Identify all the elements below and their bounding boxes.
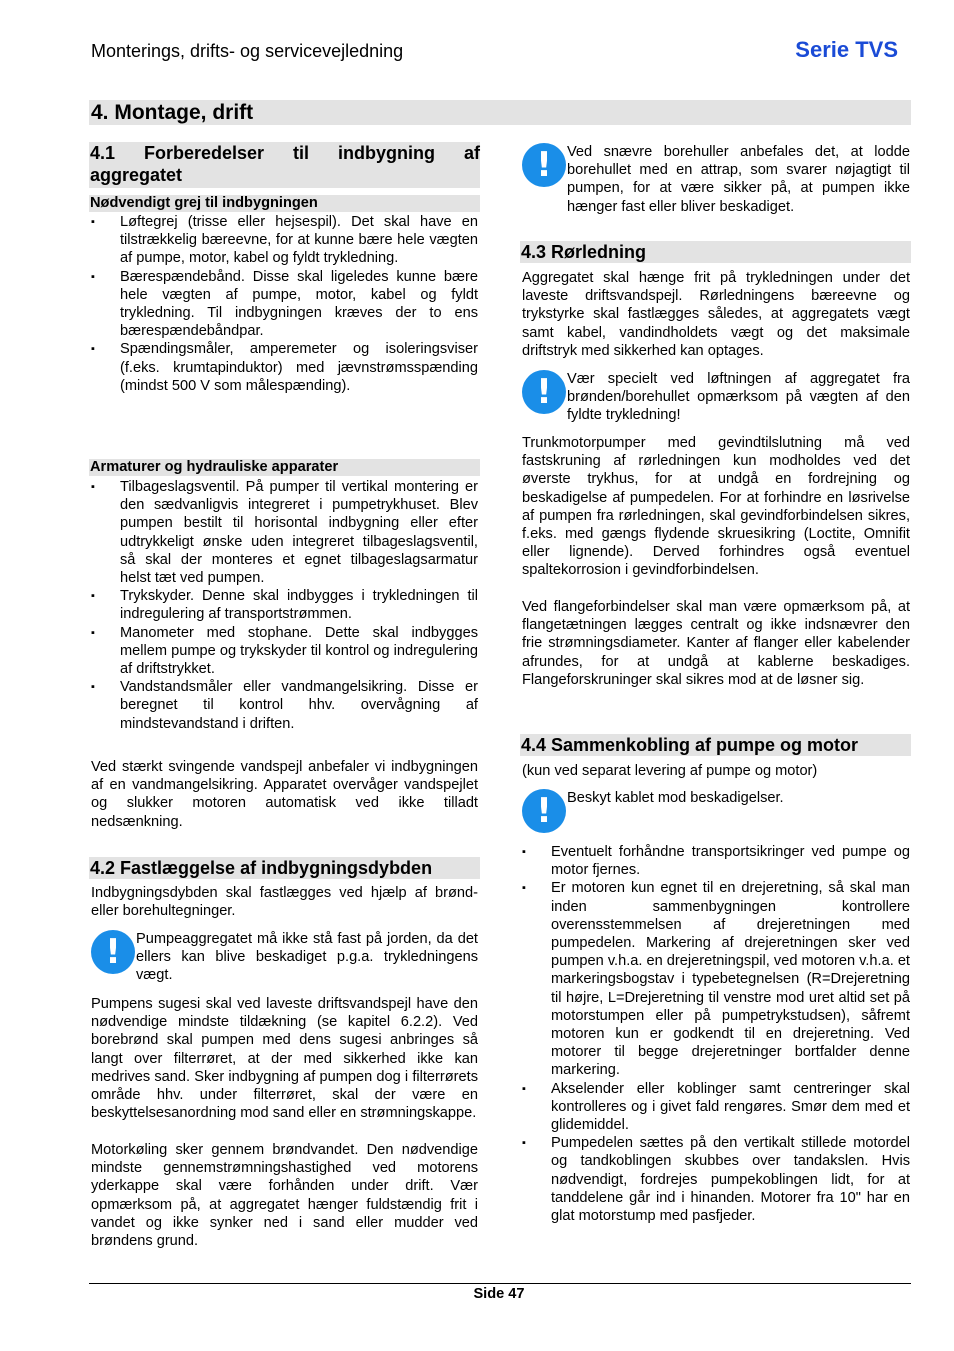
cooling-paragraph: Motorkøling sker gennem brøndvandet. Den nødvendige mindste gennemstrømningshastighed ved motorens yderkappe skal være forhånden under drift. Vær opmærksom på, at aggregatet hænger fuldstændig frit i vandet og ikke synker ned i sand eller mudder ved brøndens grund. xyxy=(91,1142,478,1250)
footer-divider xyxy=(89,1283,911,1284)
section-4-3-heading: 4.3 Rørledning xyxy=(520,241,911,263)
fittings-list xyxy=(91,478,478,733)
flange-paragraph: Ved flangeforbindelser skal man være opmærksom på, at flangetætningen lægges centralt og ikke indsnævrer den frie strømningsdiameter. Kanter af flanger eller kabelender afrundes, for at undgå at kablerne beskadiges. Flangeforskruninger skal sikres mod at de løsner sig. xyxy=(522,599,910,688)
document-title: Monterings, drifts- og servicevejledning xyxy=(91,41,404,61)
list-item: ▪ Bærespændebånd. Disse skal ligeledes kunne bære hele vægten af pumpe, motor, kabel og fyldt trykledning. Til indbygningen kræves der to ens bærespændebåndpar. xyxy=(91,268,478,341)
warning-icon: ! xyxy=(522,370,566,414)
water-shortage-paragraph: Ved stærkt svingende vandspejl anbefaler vi indbygningen af en vandmangelsikring. Apparatet overvåger vandspejlet og slukker motoren automatisk ved ikke tilladt nedsænkning. xyxy=(91,759,478,830)
list-item: ▪ Pumpedelen sættes på den vertikalt stillede motordel og tandkoblingen skubbes over tandakslen. Hvis nødvendigt, fordrejes pumpekoblingen lidt, for at tanddelene går ind i hinanden. Motorer fra 10" har en glat motorstump med pasfjeder. xyxy=(522,1134,910,1225)
depth-paragraph: Indbygningsdybden skal fastlægges ved hjælp af brønd- eller borehultegninger. xyxy=(91,885,478,920)
warning-icon: ! xyxy=(91,930,135,974)
section-4-1-heading: 4.1 Forberedelser til indbygning af aggregatet xyxy=(89,142,480,188)
warning-text: Ved snævre borehuller anbefales det, at lodde borehullet med en attrap, som svarer nøjagtigt til pumpen, for at være sikker på, at pumpen ikke hænger fast eller bliver beskadiget. xyxy=(567,144,910,215)
series-title: Serie TVS xyxy=(795,37,898,62)
list-item: ▪ Spændingsmåler, amperemeter og isoleringsviser (f.eks. krumtapinduktor) med jævnstrømsspænding (mindst 500 V som målespænding). xyxy=(91,340,478,395)
subheading-fittings: Armaturer og hydrauliske apparater xyxy=(89,459,480,476)
list-item: ▪ Løftegrej (trisse eller hejsespil). Det skal have en tilstrækkelig bæreevne, for at kunne bære hele vægten af pumpe, motor, kabel og fyldt trykledning. xyxy=(91,213,478,268)
tools-list xyxy=(91,213,478,395)
subheading-tools: Nødvendigt grej til indbygningen xyxy=(89,195,480,212)
assembly-list xyxy=(522,843,910,1225)
warning-borehole xyxy=(522,143,910,216)
list-item: ▪ Er motoren kun egnet til en drejeretning, så skal man inden sammenbygningen kontrollere overensstemmelsen af drejeretningen med pumpedelen. Markering af drejeretningen sker ved pumpen v.h.a. en drejeretningspil, ved motoren v.h.a. et markeringsbogstav i typebetegnelsen (R=Drejeretning til højre, L=Drejeretning til venstre mod uret altid set på motorstumpen eller på pumpetrykstudsen), såfremt motoren kun er godkendt til en drejeretning. Ved motorer til begge drejeretninger bortfalder denne markering. xyxy=(522,879,910,1079)
warning-lifting xyxy=(522,370,910,425)
list-item: ▪ Akselender eller koblinger samt centreringer skal kontrolleres og i givet fald rengøres. Smør dem med et glidemiddel. xyxy=(522,1080,910,1135)
warning-icon: ! xyxy=(522,143,566,187)
suction-paragraph: Pumpens sugesi skal ved laveste driftsvandspejl have den nødvendige mindste tildækning (se kapitel 6.2.2). Ved borebrønd skal pumpen med dens sugesi anbringes så langt over filterrøret, at der med sikkerhed ikke kan medrives sand. Sker indbygning af pumpen dog i filterrørets område hhv. under filterrøret, skal der være en beskyttelsesanordning mod sand eller en strømningskappe. xyxy=(91,996,478,1122)
list-item: ▪ Trykskyder. Denne skal indbygges i trykledningen til indregulering af transportstrømmen. xyxy=(91,587,478,623)
warning-icon: ! xyxy=(522,789,566,833)
section-4-4-heading: 4.4 Sammenkobling af pumpe og motor xyxy=(520,734,911,756)
list-item: ▪ Manometer med stophane. Dette skal indbygges mellem pumpe og trykskyder til kontrol og indregulering af driftstrykket. xyxy=(91,624,478,679)
separate-delivery-note: (kun ved separat levering af pumpe og motor) xyxy=(522,763,818,779)
chapter-heading: 4. Montage, drift xyxy=(89,100,911,125)
warning-ground xyxy=(91,930,478,985)
warning-text: Vær specielt ved løftningen af aggregatet fra brønden/borehullet opmærksom på vægten af den fyldte trykledning! xyxy=(567,371,910,424)
pipeline-paragraph: Aggregatet skal hænge frit på trykledningen under det laveste driftsvandspejl. Rørledningens bæreevne og trykstyrke skal fastlægges således, at aggregatets vægt samt kabel, vandindholdets vægt og det maksimale driftstryk med sikkerhed kan optages. xyxy=(522,270,910,359)
warning-text: Beskyt kablet mod beskadigelser. xyxy=(567,790,784,806)
list-item: ▪ Vandstandsmåler eller vandmangelsikring. Disse er beregnet til kontrol hhv. overvågning af mindstevandstand i driften. xyxy=(91,678,478,733)
warning-text: Pumpeaggregatet må ikke stå fast på jorden, da det ellers kan blive beskadiget p.g.a. trykledningens vægt. xyxy=(136,931,478,984)
list-item: ▪ Eventuelt forhåndne transportsikringer ved pumpe og motor fjernes. xyxy=(522,843,910,879)
page-number: Side 47 xyxy=(473,1286,525,1302)
section-4-2-heading: 4.2 Fastlæggelse af indbygningsdybden xyxy=(89,857,480,879)
thread-paragraph: Trunkmotorpumper med gevindtilslutning må ved fastskruning af rørledningen kun modholdes ved det øverste trykhus, for at undgå en fordrejning og beskadigelse af pumpedelen. For at forhindre en løsrivelse af pumpen fra rørledningen, skal gevindforbindelsen sikres, f.eks. med gængs flydende skruesikring (Loctite, Omnifit eller lignende). Derved forhindres også eventuel spaltekorrosion i gevindforbindelsen. xyxy=(522,435,910,579)
warning-cable xyxy=(522,789,910,833)
list-item: ▪ Tilbageslagsventil. På pumper til vertikal montering er den sædvanligvis integreret i pumpetrykhuset. Blev pumpen bestilt til horisontal indbygning eller efter udtrykkeligt ønske uden integreret tilbageslagsventil, så skal der monteres et egnet tilbageslagsarmatur helst tæt ved pumpen. xyxy=(91,478,478,587)
